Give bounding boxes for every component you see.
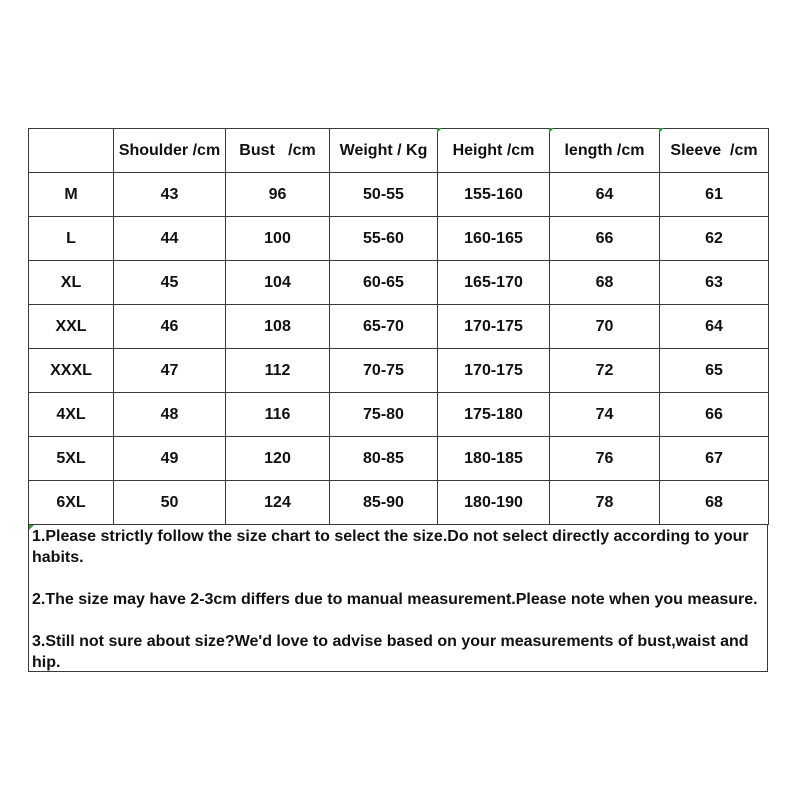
height-cell: 180-190 xyxy=(438,481,550,525)
bust-cell: 120 xyxy=(226,437,330,481)
size-cell: 4XL xyxy=(29,393,114,437)
weight-cell: 55-60 xyxy=(330,217,438,261)
length-cell: 66 xyxy=(550,217,660,261)
shoulder-cell: 46 xyxy=(114,305,226,349)
weight-cell: 60-65 xyxy=(330,261,438,305)
size-cell: XXXL xyxy=(29,349,114,393)
size-table xyxy=(28,128,769,525)
sleeve-cell: 65 xyxy=(660,349,769,393)
bust-cell: 116 xyxy=(226,393,330,437)
header-size xyxy=(29,129,114,173)
header-bust: Bust /cm xyxy=(226,129,330,173)
shoulder-cell: 45 xyxy=(114,261,226,305)
height-cell: 160-165 xyxy=(438,217,550,261)
note-strict-size: 1.Please strictly follow the size chart to select the size.Do not select directly according to your habits. xyxy=(32,528,749,566)
height-cell: 165-170 xyxy=(438,261,550,305)
shoulder-cell: 48 xyxy=(114,393,226,437)
table-row xyxy=(29,437,769,481)
height-cell: 175-180 xyxy=(438,393,550,437)
header-weight: Weight / Kg xyxy=(330,129,438,173)
length-cell: 74 xyxy=(550,393,660,437)
sleeve-cell: 66 xyxy=(660,393,769,437)
weight-cell: 50-55 xyxy=(330,173,438,217)
bust-cell: 100 xyxy=(226,217,330,261)
table-row xyxy=(29,393,769,437)
sleeve-cell: 64 xyxy=(660,305,769,349)
weight-cell: 75-80 xyxy=(330,393,438,437)
sleeve-cell: 68 xyxy=(660,481,769,525)
table-row xyxy=(29,349,769,393)
weight-cell: 85-90 xyxy=(330,481,438,525)
table-header-row xyxy=(29,129,769,173)
size-cell: XXL xyxy=(29,305,114,349)
height-cell: 170-175 xyxy=(438,349,550,393)
weight-cell: 70-75 xyxy=(330,349,438,393)
table-row xyxy=(29,217,769,261)
sleeve-cell: 61 xyxy=(660,173,769,217)
table-row xyxy=(29,305,769,349)
length-cell: 68 xyxy=(550,261,660,305)
header-length: length /cm xyxy=(550,129,660,173)
length-cell: 72 xyxy=(550,349,660,393)
header-shoulder: Shoulder /cm xyxy=(114,129,226,173)
length-cell: 64 xyxy=(550,173,660,217)
size-cell: L xyxy=(29,217,114,261)
bust-cell: 108 xyxy=(226,305,330,349)
header-sleeve: Sleeve /cm xyxy=(660,129,769,173)
size-cell: M xyxy=(29,173,114,217)
shoulder-cell: 43 xyxy=(114,173,226,217)
table-row xyxy=(29,481,769,525)
header-height: Height /cm xyxy=(438,129,550,173)
table-row xyxy=(29,173,769,217)
height-cell: 180-185 xyxy=(438,437,550,481)
size-cell: XL xyxy=(29,261,114,305)
bust-cell: 96 xyxy=(226,173,330,217)
length-cell: 78 xyxy=(550,481,660,525)
shoulder-cell: 50 xyxy=(114,481,226,525)
note-measurement-variance: 2.The size may have 2-3cm differs due to manual measurement.Please note when you measure. xyxy=(32,591,758,608)
size-cell: 5XL xyxy=(29,437,114,481)
note-size-advice: 3.Still not sure about size?We'd love to advise based on your measurements of bust,waist and hip. xyxy=(32,633,749,671)
size-cell: 6XL xyxy=(29,481,114,525)
shoulder-cell: 49 xyxy=(114,437,226,481)
shoulder-cell: 47 xyxy=(114,349,226,393)
bust-cell: 124 xyxy=(226,481,330,525)
weight-cell: 65-70 xyxy=(330,305,438,349)
bust-cell: 112 xyxy=(226,349,330,393)
sleeve-cell: 63 xyxy=(660,261,769,305)
weight-cell: 80-85 xyxy=(330,437,438,481)
shoulder-cell: 44 xyxy=(114,217,226,261)
height-cell: 155-160 xyxy=(438,173,550,217)
length-cell: 76 xyxy=(550,437,660,481)
table-row xyxy=(29,261,769,305)
height-cell: 170-175 xyxy=(438,305,550,349)
sleeve-cell: 67 xyxy=(660,437,769,481)
sleeve-cell: 62 xyxy=(660,217,769,261)
bust-cell: 104 xyxy=(226,261,330,305)
length-cell: 70 xyxy=(550,305,660,349)
